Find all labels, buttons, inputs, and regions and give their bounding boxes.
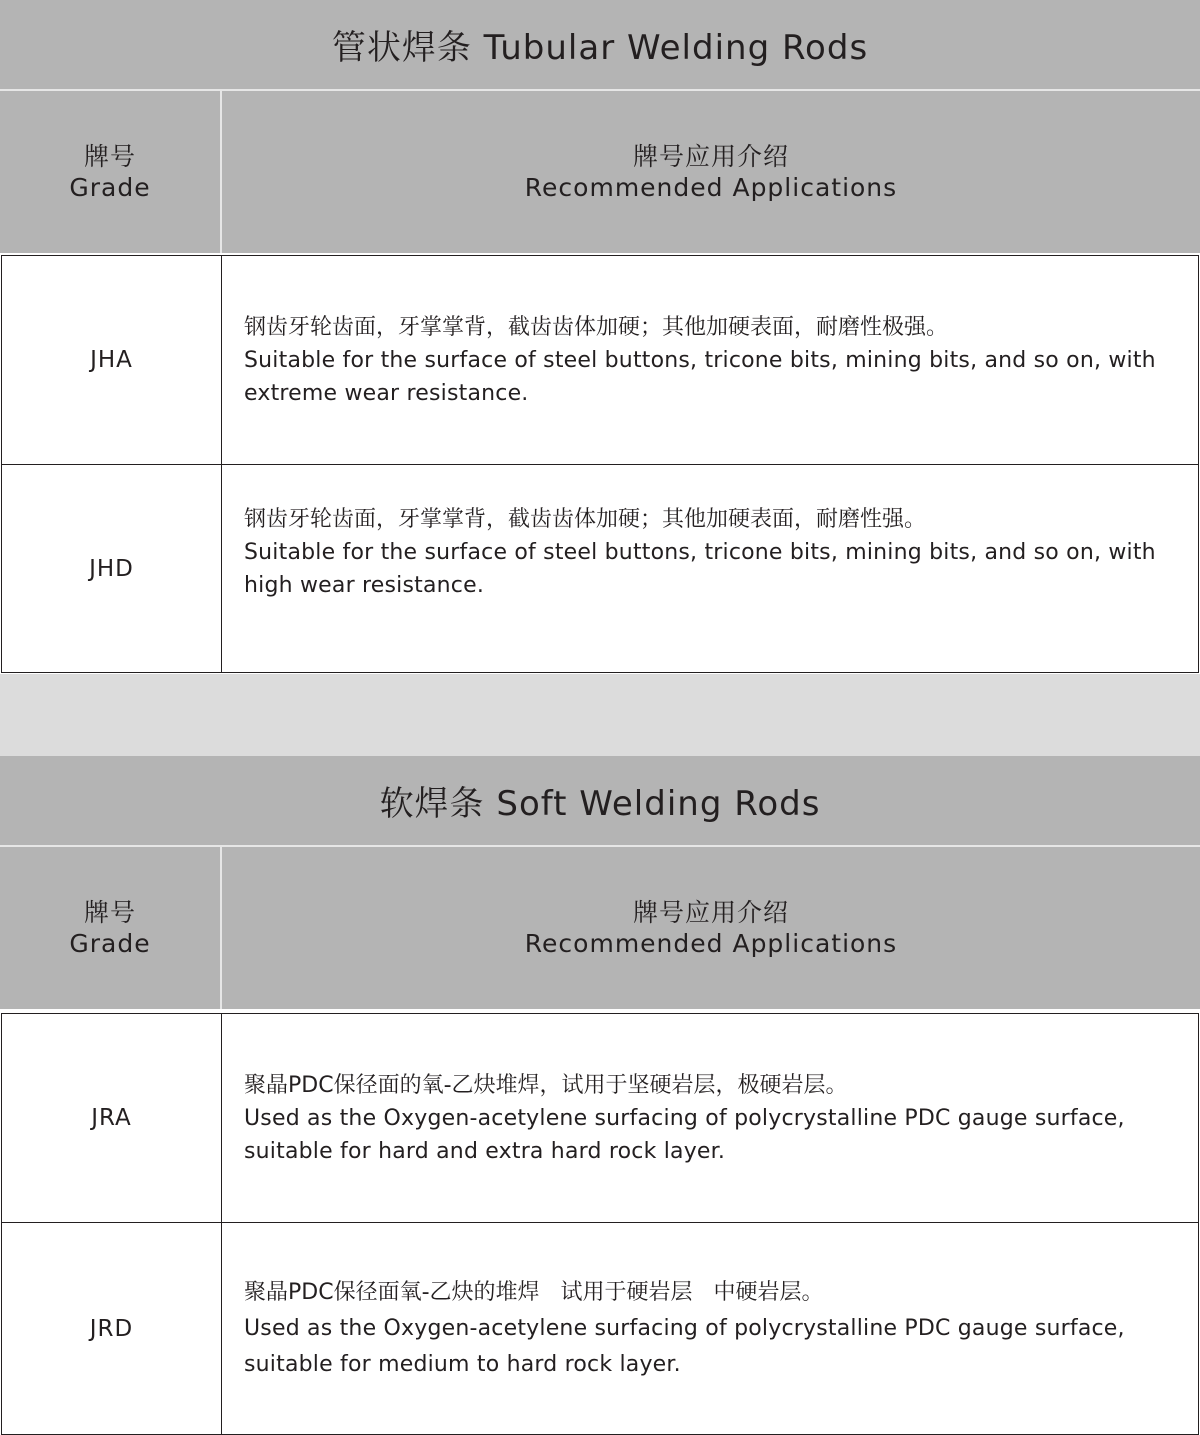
table-row [2, 256, 1198, 464]
application-cell [244, 256, 1179, 464]
soft-table-header [0, 847, 1200, 1009]
applications-header-cn: 牌号应用介绍 [632, 898, 789, 927]
grade-header-cn: 牌号 [83, 898, 136, 927]
grade-cell: JHA [2, 256, 222, 464]
application-cell [244, 1014, 1179, 1222]
application-desc-cn: 聚晶PDC保径面氧-乙炔的堆焊 试用于硬岩层 中硬岩层。 [244, 1280, 824, 1305]
table-row [2, 1222, 1198, 1435]
applications-header-en: Recommended Applications [524, 929, 898, 958]
grade-header-en: Grade [69, 173, 151, 202]
applications-column-header [222, 847, 1200, 1009]
application-desc-en: Used as the Oxygen-acetylene surfacing of polycrystalline PDC gauge surface, suitable for hard and extra hard rock layer. [244, 1105, 1125, 1164]
application-desc-cn: 钢齿牙轮齿面，牙掌掌背，截齿齿体加硬；其他加硬表面，耐磨性强。 [244, 506, 927, 532]
soft-table-body [1, 1013, 1199, 1435]
grade-cell: JRA [2, 1014, 222, 1222]
table-row [2, 1014, 1198, 1222]
tubular-table-header [0, 91, 1200, 253]
grade-column-header [0, 91, 220, 253]
application-desc-en: Suitable for the surface of steel buttons, tricone bits, mining bits, and so on, with extreme wear resistance. [244, 347, 1156, 406]
application-cell [244, 1223, 1179, 1435]
tubular-section-title: 管状焊条 Tubular Welding Rods [0, 0, 1200, 89]
applications-header-cn: 牌号应用介绍 [632, 142, 789, 171]
applications-column-header [222, 91, 1200, 253]
application-desc-en: Used as the Oxygen-acetylene surfacing of polycrystalline PDC gauge surface, suitable for medium to hard rock layer. [244, 1316, 1125, 1377]
grade-header-cn: 牌号 [83, 142, 136, 171]
section-gap [0, 674, 1200, 756]
application-desc-cn: 钢齿牙轮齿面，牙掌掌背，截齿齿体加硬；其他加硬表面，耐磨性极强。 [244, 314, 949, 340]
soft-section-title: 软焊条 Soft Welding Rods [0, 756, 1200, 845]
application-desc-cn: 聚晶PDC保径面的氧-乙炔堆焊，试用于坚硬岩层，极硬岩层。 [244, 1072, 848, 1098]
application-desc-en: Suitable for the surface of steel buttons, tricone bits, mining bits, and so on, with high wear resistance. [244, 539, 1156, 598]
grade-cell: JRD [2, 1223, 222, 1435]
applications-header-en: Recommended Applications [524, 173, 898, 202]
table-row [2, 464, 1198, 673]
application-cell [244, 465, 1179, 673]
grade-column-header [0, 847, 220, 1009]
grade-cell: JHD [2, 465, 222, 673]
tubular-table-body [1, 255, 1199, 673]
grade-header-en: Grade [69, 929, 151, 958]
